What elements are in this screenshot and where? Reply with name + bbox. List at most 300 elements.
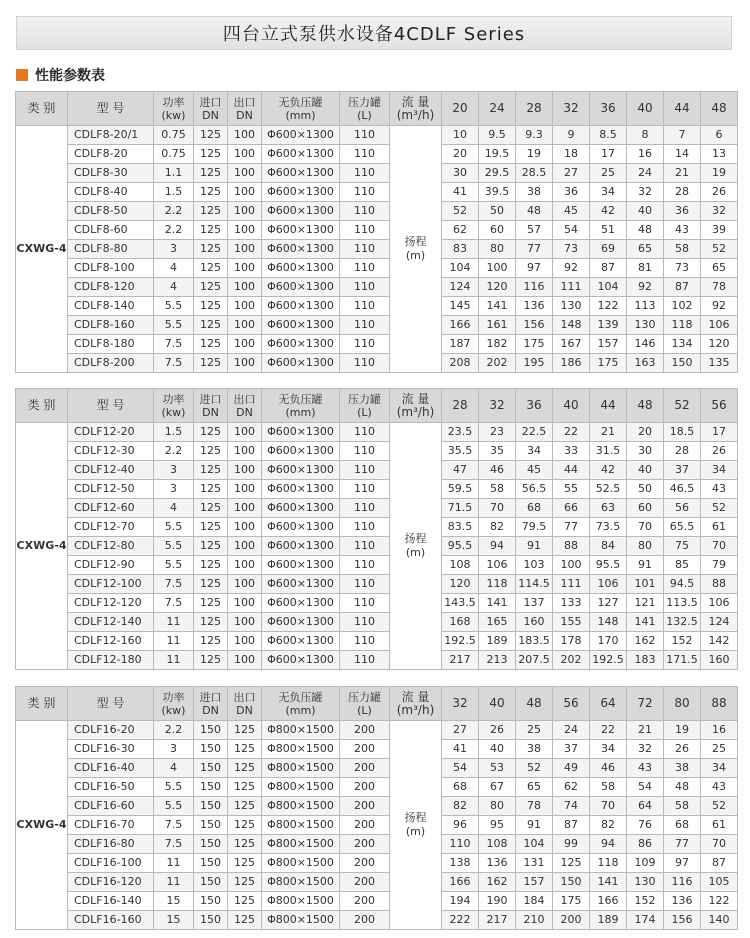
pressure-tank-cell: 110: [340, 278, 390, 297]
outlet-cell: 100: [228, 442, 262, 461]
head-value-cell: 120: [701, 335, 738, 354]
tank-cell: Φ600×1300: [262, 556, 340, 575]
head-value-cell: 95.5: [442, 537, 479, 556]
head-value-cell: 81: [627, 259, 664, 278]
head-value-cell: 136: [664, 892, 701, 911]
head-value-cell: 141: [590, 873, 627, 892]
head-value-cell: 39.5: [479, 183, 516, 202]
head-value-cell: 86: [627, 835, 664, 854]
pressure-tank-cell: 110: [340, 354, 390, 373]
head-value-cell: 32: [627, 183, 664, 202]
outlet-cell: 100: [228, 499, 262, 518]
header-flow-value: 52: [664, 389, 701, 423]
head-value-cell: 148: [553, 316, 590, 335]
head-value-cell: 222: [442, 911, 479, 930]
head-value-cell: 28.5: [516, 164, 553, 183]
head-value-cell: 133: [553, 594, 590, 613]
head-value-cell: 38: [516, 183, 553, 202]
head-value-cell: 139: [590, 316, 627, 335]
head-value-cell: 136: [479, 854, 516, 873]
header-tank-nonneg-line: (mm): [285, 703, 316, 717]
head-value-cell: 51: [590, 221, 627, 240]
inlet-cell: 125: [194, 354, 228, 373]
tank-cell: Φ600×1300: [262, 221, 340, 240]
tank-cell: Φ600×1300: [262, 335, 340, 354]
outlet-cell: 100: [228, 183, 262, 202]
head-value-cell: 118: [590, 854, 627, 873]
head-value-cell: 34: [516, 442, 553, 461]
head-value-cell: 7: [664, 126, 701, 145]
header-flow-value: 72: [627, 687, 664, 721]
head-value-cell: 21: [590, 423, 627, 442]
table-row: [16, 651, 738, 670]
head-value-cell: 96: [442, 816, 479, 835]
inlet-cell: 125: [194, 461, 228, 480]
table-row: [16, 613, 738, 632]
head-value-cell: 82: [442, 797, 479, 816]
head-value-cell: 171.5: [664, 651, 701, 670]
model-cell: CDLF16-120: [68, 873, 154, 892]
head-value-cell: 54: [442, 759, 479, 778]
table-row: [16, 202, 738, 221]
outlet-cell: 100: [228, 240, 262, 259]
inlet-cell: 125: [194, 423, 228, 442]
head-value-cell: 59.5: [442, 480, 479, 499]
head-value-cell: 79: [701, 556, 738, 575]
head-value-cell: 46.5: [664, 480, 701, 499]
inlet-cell: 125: [194, 240, 228, 259]
head-value-cell: 54: [627, 778, 664, 797]
header-model: 型 号: [68, 687, 154, 721]
head-value-cell: 46: [590, 759, 627, 778]
head-value-cell: 95: [479, 816, 516, 835]
performance-table-cdlf8: [15, 91, 738, 373]
lift-unit: (m): [405, 825, 426, 838]
head-value-cell: 122: [590, 297, 627, 316]
table-row: [16, 873, 738, 892]
head-value-cell: 163: [627, 354, 664, 373]
header-category: 类 别: [16, 687, 68, 721]
head-value-cell: 52: [442, 202, 479, 221]
head-value-cell: 19.5: [479, 145, 516, 164]
head-value-cell: 23: [479, 423, 516, 442]
head-value-cell: 9: [553, 126, 590, 145]
inlet-cell: 150: [194, 873, 228, 892]
header-inlet: [194, 687, 228, 721]
table-header-row: [16, 92, 738, 126]
header-outlet-line: 出口: [233, 95, 256, 109]
power-cell: 2.2: [154, 221, 194, 240]
header-flow-value: 56: [553, 687, 590, 721]
head-value-cell: 68: [516, 499, 553, 518]
pressure-tank-cell: 110: [340, 240, 390, 259]
head-value-cell: 73.5: [590, 518, 627, 537]
pressure-tank-cell: 110: [340, 575, 390, 594]
tank-cell: Φ600×1300: [262, 316, 340, 335]
head-value-cell: 68: [664, 816, 701, 835]
tank-cell: Φ600×1300: [262, 164, 340, 183]
head-value-cell: 166: [442, 316, 479, 335]
header-flow: [390, 92, 442, 126]
pressure-tank-cell: 110: [340, 594, 390, 613]
head-value-cell: 170: [590, 632, 627, 651]
model-cell: CDLF8-140: [68, 297, 154, 316]
head-value-cell: 32: [701, 202, 738, 221]
table-row: [16, 126, 738, 145]
head-value-cell: 76: [627, 816, 664, 835]
head-value-cell: 92: [627, 278, 664, 297]
outlet-cell: 125: [228, 778, 262, 797]
tank-cell: Φ600×1300: [262, 480, 340, 499]
header-flow-value: 36: [590, 92, 627, 126]
outlet-cell: 100: [228, 461, 262, 480]
inlet-cell: 150: [194, 797, 228, 816]
head-value-cell: 97: [664, 854, 701, 873]
table-row: [16, 442, 738, 461]
header-inlet-line: DN: [202, 703, 219, 717]
inlet-cell: 150: [194, 892, 228, 911]
head-value-cell: 43: [664, 221, 701, 240]
tank-cell: Φ800×1500: [262, 740, 340, 759]
head-value-cell: 150: [553, 873, 590, 892]
tank-cell: Φ600×1300: [262, 202, 340, 221]
header-flow-value: 24: [479, 92, 516, 126]
tank-cell: Φ600×1300: [262, 442, 340, 461]
tank-cell: Φ800×1500: [262, 797, 340, 816]
header-model: 型 号: [68, 92, 154, 126]
head-value-cell: 13: [701, 145, 738, 164]
inlet-cell: 150: [194, 740, 228, 759]
head-value-cell: 116: [664, 873, 701, 892]
category-cell: CXWG-4: [16, 126, 68, 373]
table-row: [16, 537, 738, 556]
page-title: 四台立式泵供水设备4CDLF Series: [222, 24, 526, 45]
model-cell: CDLF12-90: [68, 556, 154, 575]
header-inlet-line: 进口: [199, 392, 222, 406]
header-outlet-line: DN: [236, 405, 253, 419]
power-cell: 3: [154, 480, 194, 499]
power-cell: 15: [154, 892, 194, 911]
head-value-cell: 160: [516, 613, 553, 632]
header-flow-value: 32: [553, 92, 590, 126]
head-value-cell: 200: [553, 911, 590, 930]
header-power-line: (kw): [161, 703, 186, 717]
header-inlet-line: DN: [202, 405, 219, 419]
pressure-tank-cell: 110: [340, 335, 390, 354]
pressure-tank-cell: 110: [340, 537, 390, 556]
model-cell: CDLF16-60: [68, 797, 154, 816]
table-row: [16, 240, 738, 259]
model-cell: CDLF8-120: [68, 278, 154, 297]
head-value-cell: 30: [442, 164, 479, 183]
head-value-cell: 102: [664, 297, 701, 316]
power-cell: 2.2: [154, 202, 194, 221]
head-value-cell: 60: [627, 499, 664, 518]
outlet-cell: 125: [228, 816, 262, 835]
category-cell: CXWG-4: [16, 721, 68, 930]
head-value-cell: 18: [553, 145, 590, 164]
model-cell: CDLF8-20/1: [68, 126, 154, 145]
table-row: [16, 594, 738, 613]
header-tank-press-line: 压力罐: [348, 392, 381, 406]
power-cell: 3: [154, 740, 194, 759]
head-value-cell: 64: [627, 797, 664, 816]
tank-cell: Φ600×1300: [262, 126, 340, 145]
head-value-cell: 43: [701, 778, 738, 797]
header-category: 类 别: [16, 92, 68, 126]
power-cell: 4: [154, 278, 194, 297]
head-value-cell: 49: [553, 759, 590, 778]
tank-cell: Φ800×1500: [262, 835, 340, 854]
head-value-cell: 71.5: [442, 499, 479, 518]
head-value-cell: 70: [479, 499, 516, 518]
model-cell: CDLF12-50: [68, 480, 154, 499]
pressure-tank-cell: 110: [340, 461, 390, 480]
header-tank-press-line: 压力罐: [348, 690, 381, 704]
head-value-cell: 167: [553, 335, 590, 354]
tank-cell: Φ800×1500: [262, 759, 340, 778]
header-flow-value: 48: [627, 389, 664, 423]
head-value-cell: 70: [590, 797, 627, 816]
head-value-cell: 217: [442, 651, 479, 670]
outlet-cell: 125: [228, 740, 262, 759]
table-row: [16, 778, 738, 797]
head-value-cell: 140: [701, 911, 738, 930]
head-value-cell: 87: [553, 816, 590, 835]
pressure-tank-cell: 110: [340, 499, 390, 518]
pressure-tank-cell: 110: [340, 202, 390, 221]
outlet-cell: 100: [228, 145, 262, 164]
model-cell: CDLF16-70: [68, 816, 154, 835]
head-value-cell: 207.5: [516, 651, 553, 670]
section-title: 性能参数表: [35, 68, 105, 84]
table-row: [16, 854, 738, 873]
inlet-cell: 150: [194, 911, 228, 930]
pressure-tank-cell: 200: [340, 740, 390, 759]
model-cell: CDLF16-40: [68, 759, 154, 778]
head-value-cell: 77: [664, 835, 701, 854]
head-value-cell: 132.5: [664, 613, 701, 632]
power-cell: 7.5: [154, 354, 194, 373]
head-value-cell: 77: [516, 240, 553, 259]
header-tank-nonneg: [262, 687, 340, 721]
pressure-tank-cell: 110: [340, 442, 390, 461]
outlet-cell: 100: [228, 613, 262, 632]
head-value-cell: 29.5: [479, 164, 516, 183]
head-value-cell: 23.5: [442, 423, 479, 442]
head-value-cell: 189: [590, 911, 627, 930]
head-value-cell: 122: [701, 892, 738, 911]
head-value-cell: 92: [701, 297, 738, 316]
tank-cell: Φ600×1300: [262, 259, 340, 278]
inlet-cell: 125: [194, 278, 228, 297]
tank-cell: Φ600×1300: [262, 537, 340, 556]
header-tank-press-line: (L): [357, 405, 372, 419]
head-value-cell: 141: [479, 594, 516, 613]
power-cell: 0.75: [154, 145, 194, 164]
head-value-cell: 32: [627, 740, 664, 759]
head-value-cell: 121: [627, 594, 664, 613]
head-value-cell: 82: [479, 518, 516, 537]
inlet-cell: 125: [194, 221, 228, 240]
table-row: [16, 259, 738, 278]
pressure-tank-cell: 200: [340, 816, 390, 835]
head-value-cell: 208: [442, 354, 479, 373]
outlet-cell: 100: [228, 594, 262, 613]
head-value-cell: 162: [627, 632, 664, 651]
inlet-cell: 125: [194, 297, 228, 316]
head-value-cell: 217: [479, 911, 516, 930]
power-cell: 11: [154, 854, 194, 873]
pressure-tank-cell: 110: [340, 651, 390, 670]
head-value-cell: 142: [701, 632, 738, 651]
head-value-cell: 41: [442, 183, 479, 202]
head-value-cell: 61: [701, 518, 738, 537]
outlet-cell: 100: [228, 297, 262, 316]
power-cell: 7.5: [154, 575, 194, 594]
pressure-tank-cell: 110: [340, 423, 390, 442]
head-value-cell: 65: [516, 778, 553, 797]
pressure-tank-cell: 200: [340, 873, 390, 892]
table-row: [16, 740, 738, 759]
head-value-cell: 24: [553, 721, 590, 740]
head-value-cell: 190: [479, 892, 516, 911]
head-value-cell: 155: [553, 613, 590, 632]
head-value-cell: 166: [442, 873, 479, 892]
model-cell: CDLF8-180: [68, 335, 154, 354]
head-value-cell: 52: [516, 759, 553, 778]
inlet-cell: 125: [194, 335, 228, 354]
table-row: [16, 354, 738, 373]
header-tank-press: [340, 687, 390, 721]
head-value-cell: 52: [701, 240, 738, 259]
head-value-cell: 65: [627, 240, 664, 259]
head-value-cell: 168: [442, 613, 479, 632]
tank-cell: Φ600×1300: [262, 632, 340, 651]
model-cell: CDLF8-100: [68, 259, 154, 278]
head-value-cell: 120: [479, 278, 516, 297]
head-value-cell: 63: [590, 499, 627, 518]
head-value-cell: 91: [516, 816, 553, 835]
inlet-cell: 125: [194, 537, 228, 556]
head-value-cell: 160: [701, 651, 738, 670]
pressure-tank-cell: 110: [340, 297, 390, 316]
head-value-cell: 213: [479, 651, 516, 670]
model-cell: CDLF16-160: [68, 911, 154, 930]
head-value-cell: 114.5: [516, 575, 553, 594]
model-cell: CDLF12-100: [68, 575, 154, 594]
tank-cell: Φ600×1300: [262, 183, 340, 202]
header-flow-value: 36: [516, 389, 553, 423]
head-value-cell: 94: [590, 835, 627, 854]
outlet-cell: 125: [228, 797, 262, 816]
head-value-cell: 99: [553, 835, 590, 854]
inlet-cell: 150: [194, 778, 228, 797]
power-cell: 7.5: [154, 594, 194, 613]
model-cell: CDLF8-60: [68, 221, 154, 240]
inlet-cell: 125: [194, 126, 228, 145]
outlet-cell: 100: [228, 556, 262, 575]
head-value-cell: 37: [553, 740, 590, 759]
pressure-tank-cell: 200: [340, 854, 390, 873]
lift-unit: (m): [405, 249, 426, 262]
head-value-cell: 87: [664, 278, 701, 297]
head-value-cell: 137: [516, 594, 553, 613]
header-flow: [390, 687, 442, 721]
head-value-cell: 156: [516, 316, 553, 335]
header-outlet: [228, 389, 262, 423]
header-flow-value: 32: [479, 389, 516, 423]
head-value-cell: 55: [553, 480, 590, 499]
power-cell: 1.5: [154, 423, 194, 442]
tank-cell: Φ600×1300: [262, 240, 340, 259]
head-value-cell: 106: [479, 556, 516, 575]
header-flow-value: 40: [479, 687, 516, 721]
head-value-cell: 184: [516, 892, 553, 911]
header-tank-press: [340, 92, 390, 126]
power-cell: 11: [154, 873, 194, 892]
head-value-cell: 135: [701, 354, 738, 373]
model-cell: CDLF16-20: [68, 721, 154, 740]
head-value-cell: 110: [442, 835, 479, 854]
pressure-tank-cell: 110: [340, 632, 390, 651]
pressure-tank-cell: 200: [340, 797, 390, 816]
power-cell: 4: [154, 759, 194, 778]
power-cell: 2.2: [154, 442, 194, 461]
head-value-cell: 101: [627, 575, 664, 594]
head-value-cell: 44: [553, 461, 590, 480]
head-value-cell: 83: [442, 240, 479, 259]
outlet-cell: 100: [228, 632, 262, 651]
pressure-tank-cell: 200: [340, 759, 390, 778]
header-flow-value: 80: [664, 687, 701, 721]
tank-cell: Φ600×1300: [262, 594, 340, 613]
model-cell: CDLF8-40: [68, 183, 154, 202]
head-value-cell: 26: [701, 183, 738, 202]
header-flow-value: 88: [701, 687, 738, 721]
table-row: [16, 632, 738, 651]
tank-cell: Φ600×1300: [262, 518, 340, 537]
header-flow: [390, 389, 442, 423]
model-cell: CDLF8-20: [68, 145, 154, 164]
head-value-cell: 108: [479, 835, 516, 854]
head-value-cell: 73: [664, 259, 701, 278]
inlet-cell: 125: [194, 316, 228, 335]
table-row: [16, 480, 738, 499]
header-power: [154, 389, 194, 423]
head-value-cell: 78: [516, 797, 553, 816]
tank-cell: Φ600×1300: [262, 613, 340, 632]
head-value-cell: 57: [516, 221, 553, 240]
pressure-tank-cell: 200: [340, 721, 390, 740]
header-inlet-line: 进口: [199, 690, 222, 704]
head-value-cell: 138: [442, 854, 479, 873]
head-value-cell: 118: [479, 575, 516, 594]
head-value-cell: 60: [479, 221, 516, 240]
head-value-cell: 43: [701, 480, 738, 499]
head-value-cell: 152: [627, 892, 664, 911]
model-cell: CDLF8-30: [68, 164, 154, 183]
table-row: [16, 145, 738, 164]
header-model: 型 号: [68, 389, 154, 423]
head-value-cell: 69: [590, 240, 627, 259]
head-value-cell: 104: [442, 259, 479, 278]
pressure-tank-cell: 110: [340, 556, 390, 575]
lift-label: 扬程: [404, 532, 427, 545]
power-cell: 7.5: [154, 816, 194, 835]
pressure-tank-cell: 110: [340, 259, 390, 278]
head-value-cell: 80: [479, 240, 516, 259]
